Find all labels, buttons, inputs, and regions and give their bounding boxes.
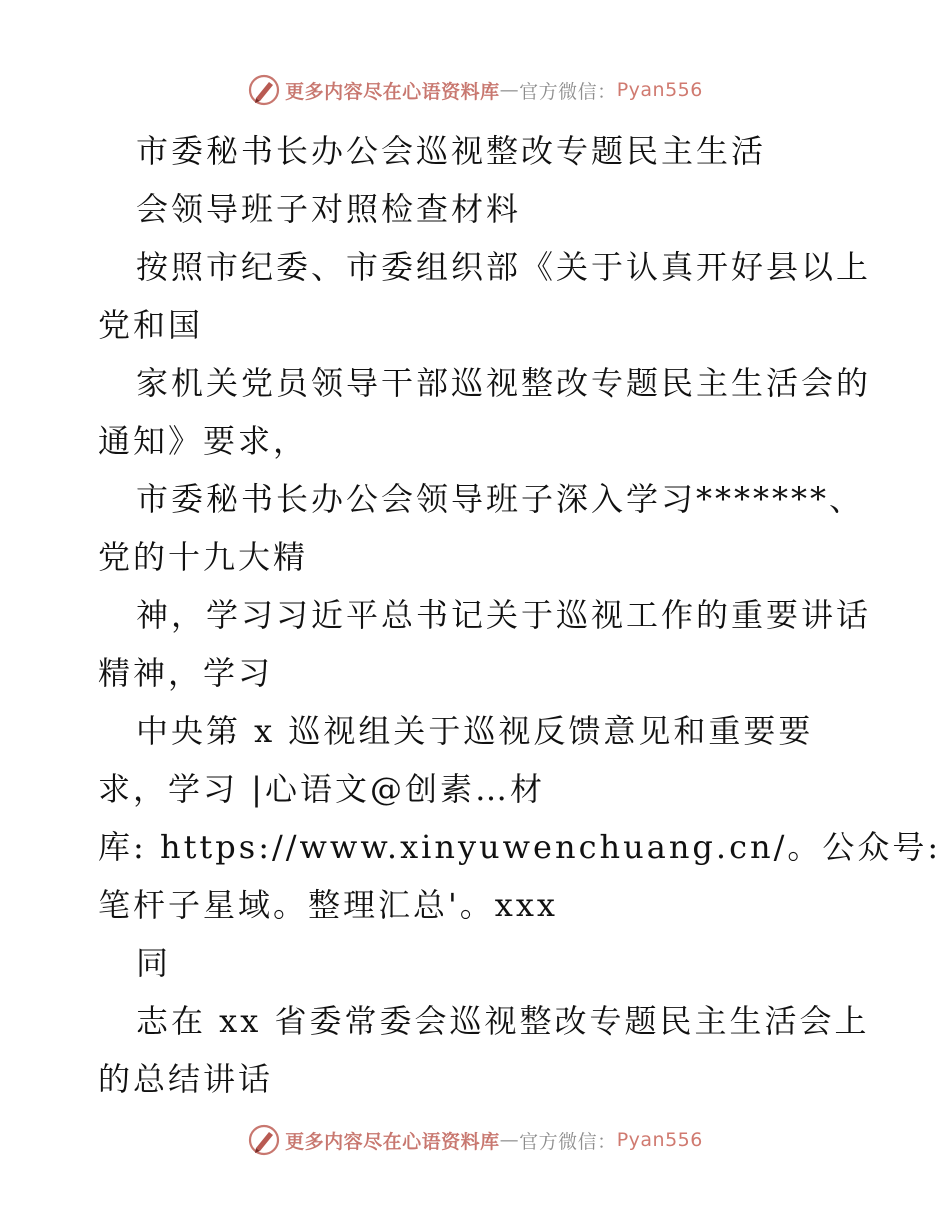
document-line: 志在 xx 省委常委会巡视整改专题民主生活会上: [136, 1002, 870, 1040]
document-line: 中央第 x 巡视组关于巡视反馈意见和重要要: [136, 712, 814, 750]
document-line: 的总结讲话: [98, 1060, 274, 1098]
document-line: 同: [136, 944, 172, 982]
banner-text: 更多内容尽在心语资料库: [285, 80, 500, 103]
document-line: 精神，学习: [98, 654, 274, 692]
document-line: 通知》要求，: [98, 422, 309, 460]
document-line: 库: https://www.xinyuwenchuang.cn/。公众号:: [98, 828, 942, 866]
document-line: 市委秘书长办公会巡视整改专题民主生活: [136, 132, 767, 170]
banner-dash: —: [499, 79, 520, 101]
document-line: 党和国: [98, 306, 204, 344]
banner-text: 更多内容尽在心语资料库: [285, 1130, 500, 1153]
banner-wechat-id: Pyan556: [616, 79, 703, 101]
document-line: 市委秘书长办公会领导班子深入学习*******、: [136, 480, 865, 518]
pen-logo-icon: [247, 1123, 281, 1157]
document-line: 求，学习 |心语文@创素…材: [98, 770, 545, 808]
banner-wechat-label: 官方微信：: [519, 1130, 617, 1153]
document-line: 党的十九大精: [98, 538, 309, 576]
header-watermark-banner: [0, 70, 950, 110]
document-body: [98, 122, 942, 1108]
document-line: 会领导班子对照检查材料: [136, 190, 522, 228]
banner-dash: —: [499, 1129, 520, 1151]
pen-logo-icon: [247, 73, 281, 107]
document-line: 家机关党员领导干部巡视整改专题民主生活会的: [136, 364, 872, 402]
document-line: 神，学习习近平总书记关于巡视工作的重要讲话: [136, 596, 872, 634]
banner-wechat-id: Pyan556: [616, 1129, 703, 1151]
banner-wechat-label: 官方微信：: [519, 80, 617, 103]
document-line: 按照市纪委、市委组织部《关于认真开好县以上: [136, 248, 872, 286]
document-line: 笔杆子星域。整理汇总'。xxx: [98, 886, 558, 924]
footer-watermark-banner: [0, 1120, 950, 1160]
